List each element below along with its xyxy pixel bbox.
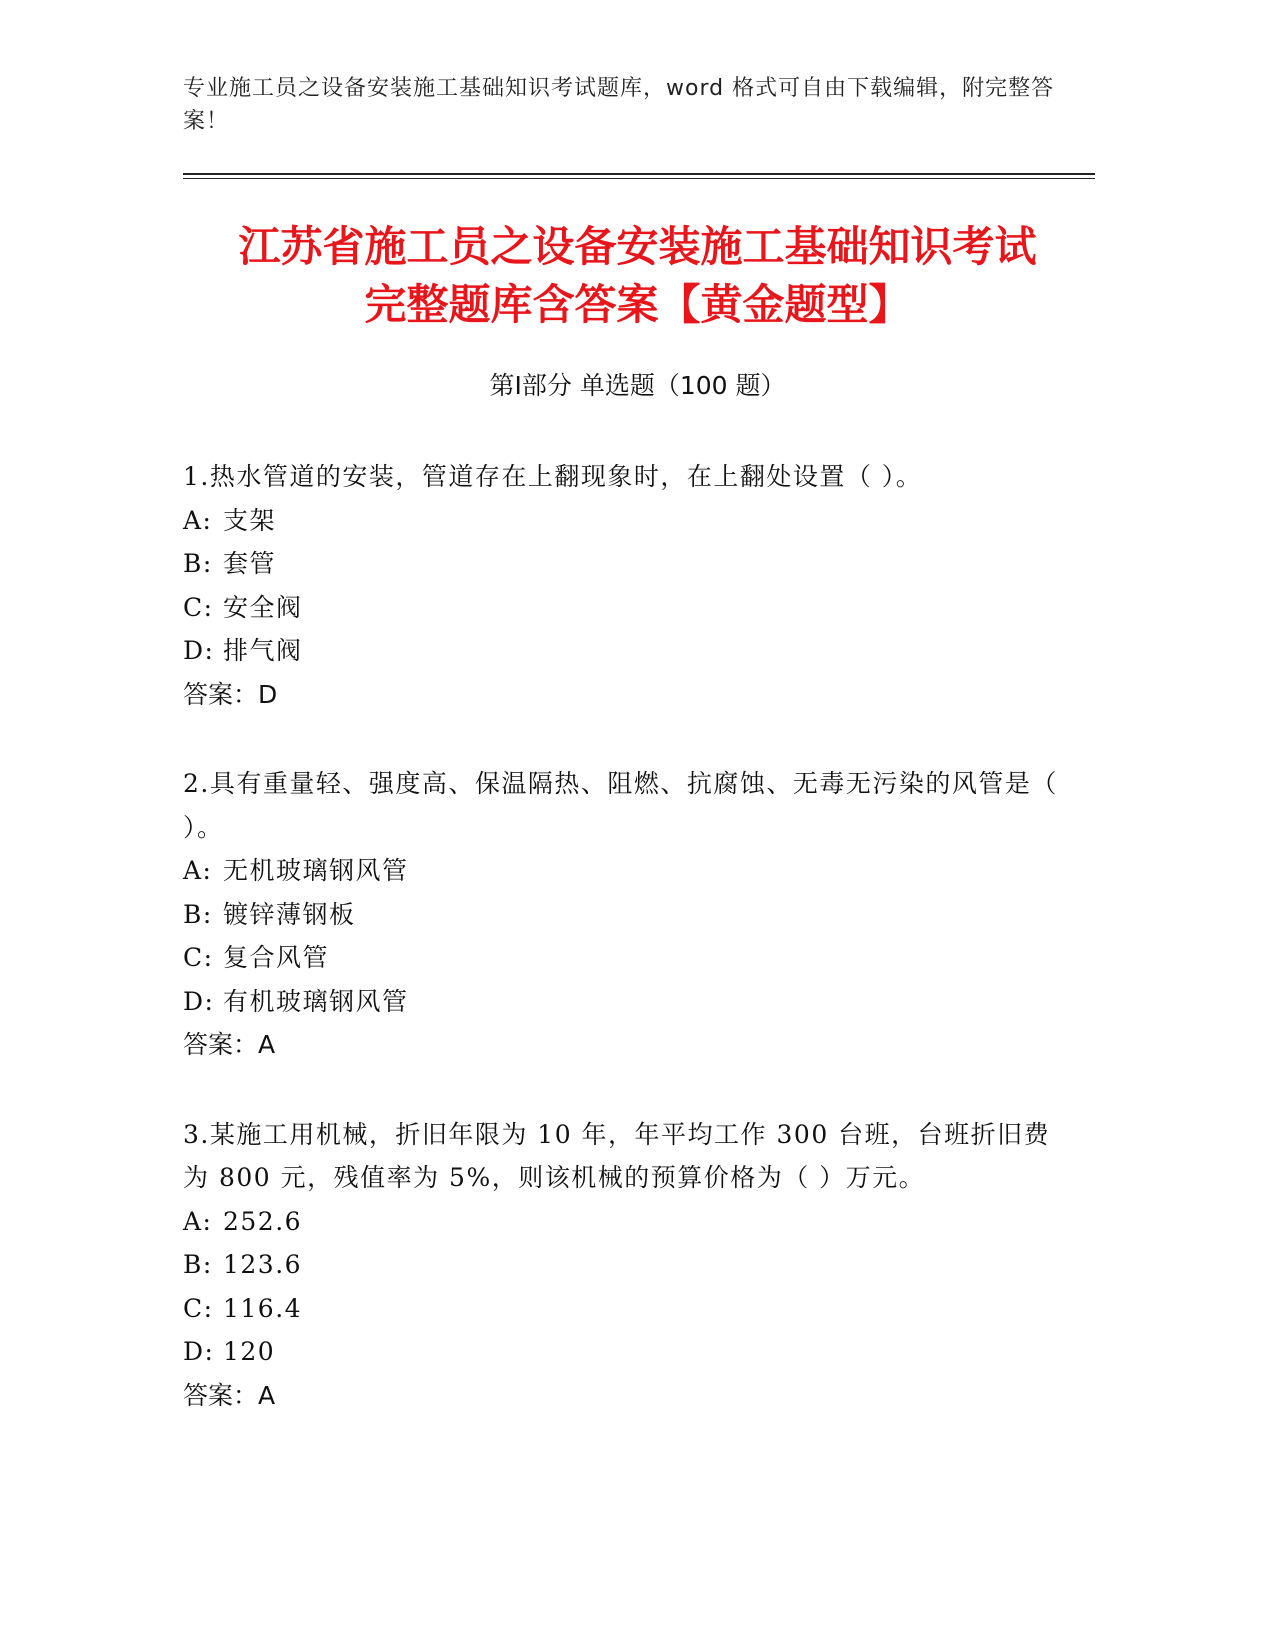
document-title-line-1: 江苏省施工员之设备安装施工基础知识考试 xyxy=(238,222,1037,271)
header-divider-thick xyxy=(183,173,1095,175)
option-letter: D: xyxy=(183,1337,215,1366)
option-text: 116.4 xyxy=(223,1293,303,1323)
option-text: 支架 xyxy=(223,505,277,535)
document-title xyxy=(150,218,1125,334)
option-text: 排气阀 xyxy=(223,636,303,665)
option-text: 123.6 xyxy=(223,1250,303,1279)
option-text: 有机玻璃钢风管 xyxy=(223,986,409,1016)
option-letter: A: xyxy=(183,505,213,535)
question-option-c xyxy=(183,586,1063,630)
option-text: 复合风管 xyxy=(223,943,330,972)
option-text: 无机玻璃钢风管 xyxy=(223,856,409,885)
option-letter: C: xyxy=(183,1293,214,1323)
option-letter: A: xyxy=(183,856,213,885)
question-answer: 答案：A xyxy=(183,1380,276,1410)
question-item xyxy=(183,762,1063,1067)
question-option-c xyxy=(183,936,1063,980)
question-option-d xyxy=(183,1330,1063,1374)
question-option-b xyxy=(183,1243,1063,1287)
option-letter: C: xyxy=(183,943,214,972)
option-letter: B: xyxy=(183,1250,213,1279)
header-note: 专业施工员之设备安装施工基础知识考试题库，word 格式可自由下载编辑，附完整答案！ xyxy=(183,76,1055,134)
question-item xyxy=(183,1113,1063,1418)
option-letter: D: xyxy=(183,636,215,665)
question-option-a xyxy=(183,1200,1063,1244)
option-letter: B: xyxy=(183,549,213,578)
option-text: 252.6 xyxy=(223,1206,303,1236)
question-option-a xyxy=(183,849,1063,893)
question-list xyxy=(183,455,1063,1463)
question-answer: 答案：D xyxy=(183,679,278,709)
option-letter: C: xyxy=(183,592,214,622)
document-title-line-2: 完整题库含答案【黄金题型】 xyxy=(364,280,911,329)
question-stem: 3.某施工用机械，折旧年限为 10 年，年平均工作 300 台班，台班折旧费为 800 元，残值率为 5%，则该机械的预算价格为（ ）万元。 xyxy=(183,1119,1051,1192)
header-divider-thin xyxy=(183,178,1095,179)
question-option-d xyxy=(183,980,1063,1024)
question-stem: 2.具有重量轻、强度高、保温隔热、阻燃、抗腐蚀、无毒无污染的风管是（ ）。 xyxy=(183,769,1058,842)
option-letter: D: xyxy=(183,986,215,1016)
question-option-b xyxy=(183,893,1063,937)
question-option-d xyxy=(183,629,1063,673)
option-text: 120 xyxy=(223,1337,276,1366)
option-letter: A: xyxy=(183,1206,213,1236)
option-text: 套管 xyxy=(223,549,277,578)
option-text: 镀锌薄钢板 xyxy=(223,899,356,929)
question-option-a xyxy=(183,499,1063,543)
question-stem: 1.热水管道的安装，管道存在上翻现象时，在上翻处设置（ ）。 xyxy=(183,462,923,491)
option-text: 安全阀 xyxy=(223,592,303,622)
question-option-c xyxy=(183,1287,1063,1331)
option-letter: B: xyxy=(183,899,213,929)
question-item xyxy=(183,455,1063,716)
question-answer: 答案：A xyxy=(183,1030,276,1059)
question-option-b xyxy=(183,542,1063,586)
section-heading: 第Ⅰ部分 单选题（100 题） xyxy=(489,371,786,400)
